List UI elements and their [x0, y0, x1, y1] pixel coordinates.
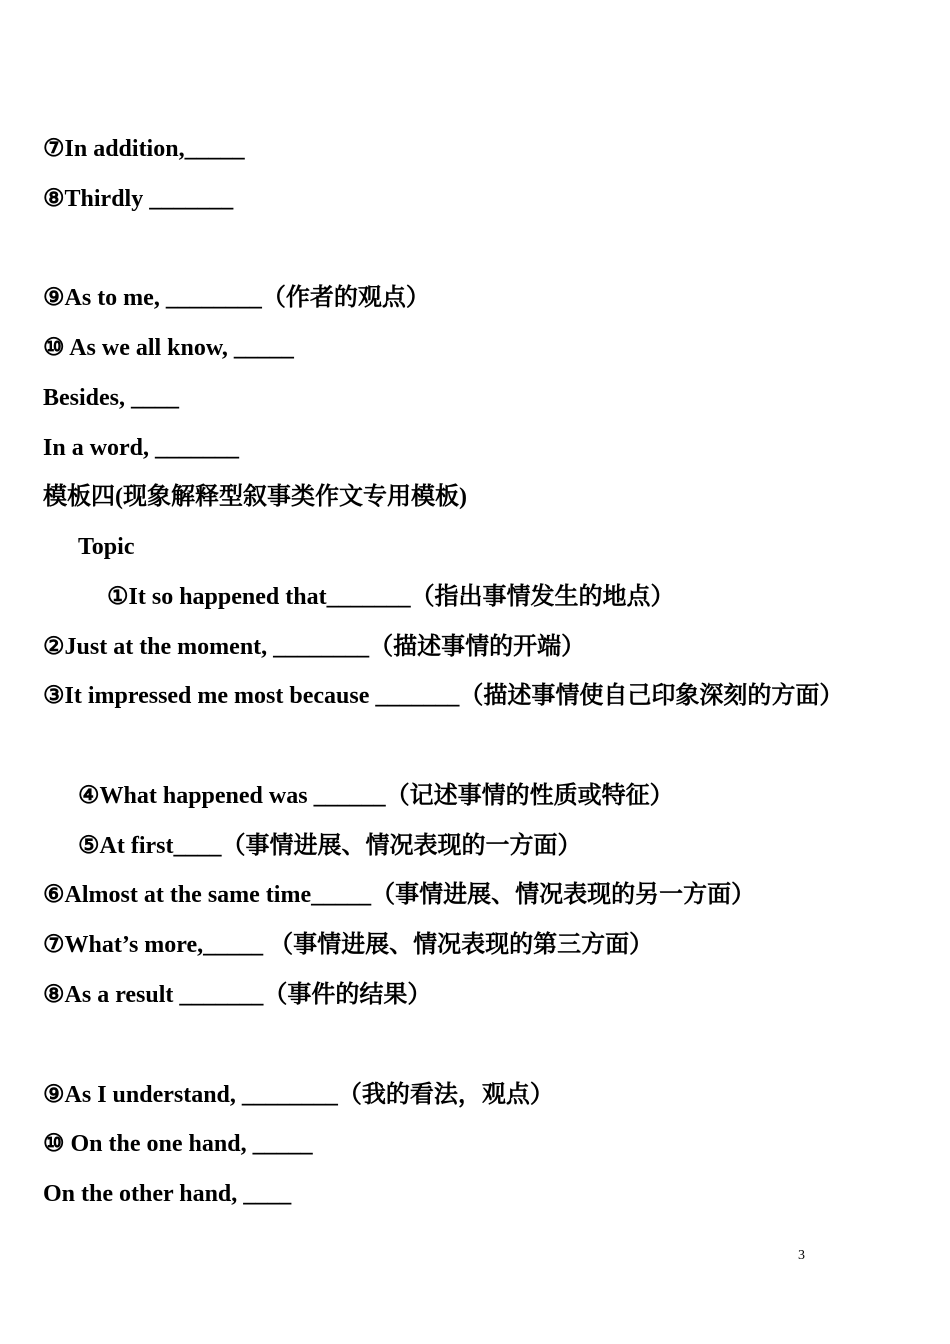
text-line: ⑨As to me, ________（作者的观点）	[43, 285, 430, 311]
text-line: ⑩ On the one hand, _____	[43, 1131, 313, 1157]
text-line: ⑧As a result _______（事件的结果）	[43, 982, 432, 1008]
text-line: ⑥Almost at the same time_____（事情进展、情况表现的另一方面）	[43, 882, 756, 908]
text-line: In a word, _______	[43, 435, 240, 461]
text-line: ⑨As I understand, ________（我的看法，观点）	[43, 1082, 554, 1108]
text-line: ③It impressed me most because _______（描述事情使自己印象深刻的方面）	[43, 683, 844, 709]
topic-label: Topic	[78, 534, 135, 560]
text-line: ④What happened was ______（记述事情的性质或特征）	[78, 783, 674, 809]
page-number: 3	[798, 1248, 805, 1263]
text-line: ⑩ As we all know, _____	[43, 335, 294, 361]
text-line: ⑦In addition,_____	[43, 136, 245, 162]
text-line: ⑧Thirdly _______	[43, 186, 234, 212]
text-line: Besides, ____	[43, 385, 180, 411]
text-line: ⑤At first____（事情进展、情况表现的一方面）	[78, 833, 582, 859]
text-line: ①It so happened that_______（指出事情发生的地点）	[107, 584, 675, 610]
section-heading: 模板四(现象解释型叙事类作文专用模板)	[43, 484, 467, 510]
text-line: ②Just at the moment, ________（描述事情的开端）	[43, 634, 586, 660]
text-line: ⑦What’s more,_____ （事情进展、情况表现的第三方面）	[43, 932, 654, 958]
text-line: On the other hand, ____	[43, 1181, 292, 1207]
